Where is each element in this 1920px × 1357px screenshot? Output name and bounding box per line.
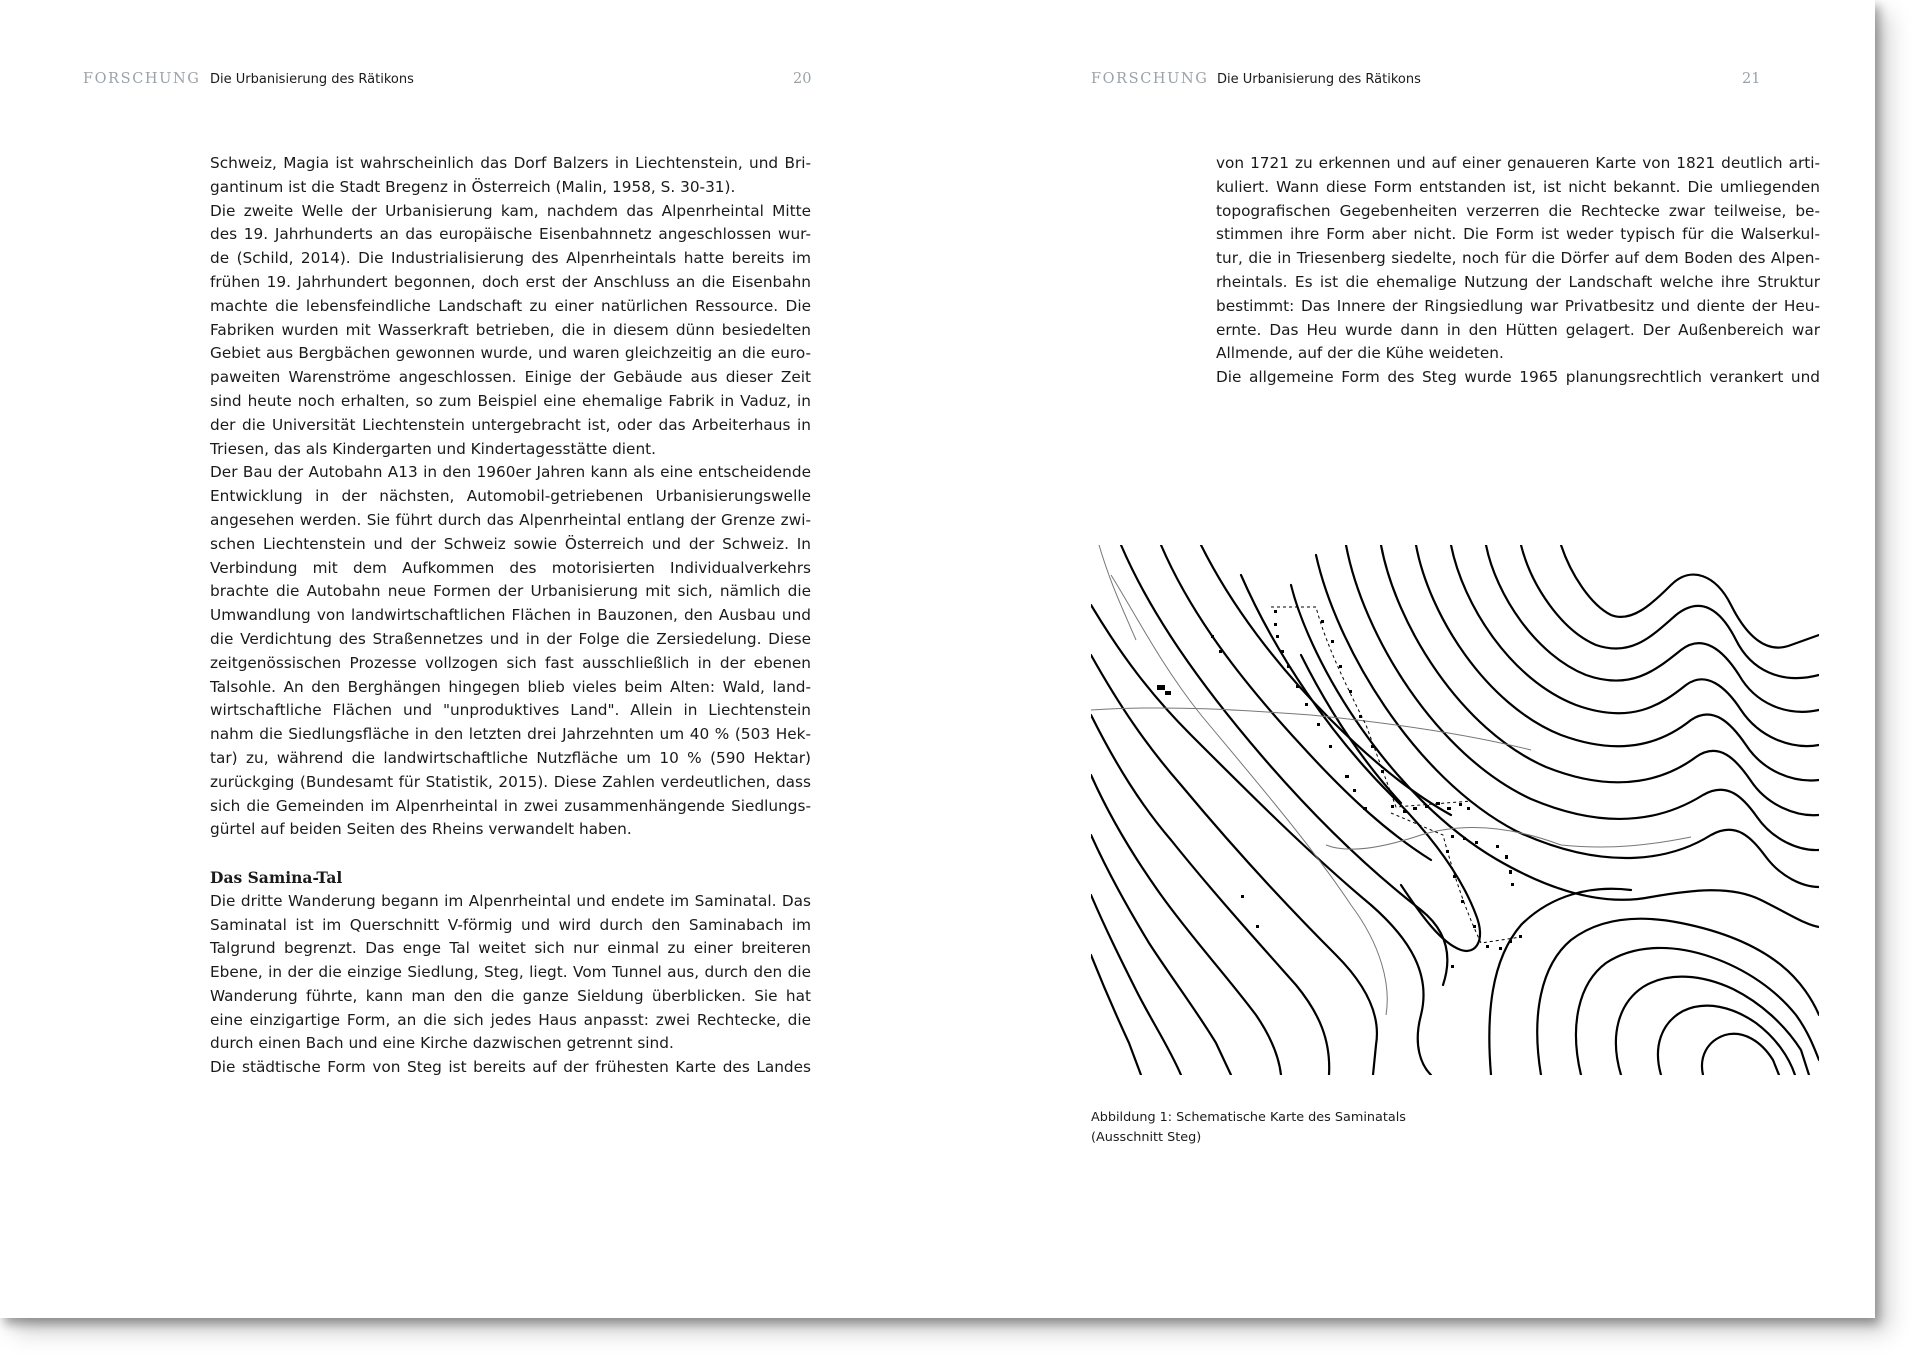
text-line: eine einzigartige Form, an die sich jedes Haus anpasst: zwei Rechtecke, die: [210, 1010, 811, 1029]
caption-line-2: (Ausschnitt Steg): [1091, 1130, 1202, 1145]
text-line: sich die Gemeinden im Alpenrheintal in zwei zusammenhängende Siedlungs-: [210, 796, 811, 815]
text-line: gantinum ist die Stadt Bregenz in Österreich (Malin, 1958, S. 30-31).: [210, 177, 736, 196]
building: [1505, 855, 1508, 859]
building: [1496, 845, 1499, 848]
left-page: [0, 0, 937, 1318]
building: [1509, 870, 1512, 874]
running-title: Die Urbanisierung des Rätikons: [210, 72, 414, 87]
building: [1281, 650, 1284, 653]
text-line: zeitgenössischen Prozesse vollzogen sich fast ausschließlich in der ebenen: [210, 653, 811, 672]
building: [1511, 883, 1514, 886]
building: [1509, 940, 1512, 943]
text-line: Talgrund begrenzt. Das enge Tal weitet sich nur einmal zu einer breiteren: [210, 939, 811, 958]
caption-line-1: Abbildung 1: Schematische Karte des Saminatals: [1091, 1110, 1406, 1125]
text-line: Saminatal ist im Querschnitt V-förmig und wird durch den Saminabach im: [210, 915, 811, 934]
text-line: Die dritte Wanderung begann im Alpenrheintal und endete im Saminatal. Das: [210, 891, 811, 910]
text-line: de (Schild, 2014). Die Industrialisierung des Alpenrheintals hatte bereits im: [210, 249, 811, 268]
building: [1274, 610, 1277, 613]
text-line: tar) zu, während die landwirtschaftliche Nutzfläche um 10 % (590 Hektar): [210, 748, 811, 767]
text-line: Ebene, in der die einzige Siedlung, Steg, liegt. Vom Tunnel aus, durch den die: [210, 963, 811, 982]
text-line: frühen 19. Jahrhundert begonnen, doch erst der Anschluss an die Eisenbahn: [210, 272, 811, 291]
running-header-right: [1091, 71, 1761, 91]
text-line: die Verdichtung des Straßennetzes und in der Folge die Zersiedelung. Diese: [210, 629, 811, 648]
building: [1467, 807, 1470, 810]
building: [1339, 665, 1342, 668]
building: [1165, 691, 1171, 695]
section-label: FORSCHUNG: [1091, 71, 1209, 87]
building: [1413, 807, 1417, 810]
text-line: bestimmt: Das Innere der Ringsiedlung war Privatbesitz und diente der Heu-: [1216, 296, 1820, 315]
building: [1403, 810, 1407, 813]
page-number: 21: [1742, 71, 1761, 87]
building: [1463, 837, 1466, 840]
building: [1329, 745, 1332, 748]
figure-caption: [1091, 1108, 1406, 1148]
building: [1451, 965, 1454, 968]
building: [1305, 703, 1308, 706]
text-line: kuliert. Wann diese Form entstanden ist, ist nicht bekannt. Die umliegenden: [1216, 177, 1820, 196]
building: [1241, 895, 1244, 898]
building: [1486, 945, 1489, 948]
text-line: Talsohle. An den Berghängen hingegen blieb vieles beim Alten: Wald, land-: [210, 677, 811, 696]
building: [1371, 745, 1374, 748]
text-line: Fabriken wurden mit Wasserkraft betrieben, die in diesem dünn besiedelten: [210, 320, 811, 339]
building: [1274, 623, 1277, 626]
building: [1353, 789, 1356, 792]
section-heading: Das Samina-Tal: [210, 867, 343, 887]
text-line: angesehen werden. Sie führt durch das Alpenrheintal entlang der Grenze zwi-: [210, 510, 811, 529]
building: [1447, 807, 1451, 810]
building: [1276, 635, 1279, 638]
text-line: rheintals. Es ist die ehemalige Nutzung der Landschaft welche ihre Struktur: [1216, 272, 1820, 291]
text-line: tur, die in Triesenberg siedelte, noch für die Dörfer auf dem Boden des Alpen-: [1216, 249, 1820, 268]
text-line: brachte die Autobahn neue Formen der Urbanisierung mit sich, nämlich die: [210, 582, 811, 601]
text-line: gürtel auf beiden Seiten des Rheins verwandelt haben.: [210, 820, 632, 839]
page-number: 20: [793, 71, 812, 87]
text-line: durch einen Bach und eine Kirche dazwischen getrennt sind.: [210, 1034, 674, 1053]
building: [1317, 723, 1320, 726]
building: [1256, 925, 1259, 928]
building: [1331, 640, 1334, 643]
text-line: sind heute noch erhalten, so zum Beispiel eine ehemalige Fabrik in Vaduz, in: [210, 391, 811, 410]
body-text-left: [210, 152, 811, 1080]
contour-map-figure: [1091, 545, 1819, 1075]
text-line: machte die lebensfeindliche Landschaft zu einer natürlichen Ressource. Die: [210, 296, 811, 315]
text-line: Der Bau der Autobahn A13 in den 1960er Jahren kann als eine entscheidende: [210, 463, 811, 482]
building: [1219, 650, 1222, 653]
building: [1451, 835, 1454, 838]
text-line: topografischen Gegebenheiten verzerren die Rechtecke zwar teilweise, be-: [1216, 201, 1820, 220]
building: [1363, 807, 1367, 810]
text-line: Die zweite Welle der Urbanisierung kam, nachdem das Alpenrheintal Mitte: [210, 201, 811, 220]
text-line: Entwicklung in der nächsten, Automobil-getriebenen Urbanisierungswelle: [210, 487, 811, 506]
text-line: der die Universität Liechtenstein untergebracht ist, oder das Arbeiterhaus in: [210, 415, 811, 434]
running-header-left: [83, 71, 813, 91]
body-text-right: [1216, 152, 1820, 390]
text-line: Umwandlung von landwirtschaftlichen Flächen in Bauzonen, den Ausbau und: [210, 606, 811, 625]
text-line: zurückging (Bundesamt für Statistik, 2015). Diese Zahlen verdeutlichen, dass: [210, 772, 811, 791]
text-line: Triesen, das als Kindergarten und Kindertagesstätte dient.: [210, 439, 657, 458]
text-line: von 1721 zu erkennen und auf einer genaueren Karte von 1821 deutlich arti-: [1216, 154, 1820, 172]
building: [1391, 805, 1394, 808]
running-title: Die Urbanisierung des Rätikons: [1217, 72, 1421, 87]
text-line: Gebiet aus Bergbächen gewonnen wurde, und waren gleichzeitig an die euro-: [210, 344, 811, 363]
text-line: paweiten Warenströme angeschlossen. Einige der Gebäude aus dieser Zeit: [210, 368, 811, 387]
text-line: Wanderung führte, kann man den die ganze Sieldung überblicken. Sie hat: [210, 986, 811, 1005]
text-line: Die städtische Form von Steg ist bereits auf der frühesten Karte des Landes: [210, 1058, 811, 1077]
building: [1157, 685, 1165, 690]
text-line: des 19. Jahrhunderts an das europäische Eisenbahnnetz angeschlossen wur-: [210, 225, 811, 244]
building: [1345, 775, 1349, 778]
right-page: [937, 0, 1874, 1318]
building: [1425, 805, 1429, 808]
text-line: Schweiz, Magia ist wahrscheinlich das Dorf Balzers in Liechtenstein, und Bri-: [210, 154, 811, 172]
building: [1349, 690, 1352, 693]
building: [1499, 947, 1502, 950]
text-line: schen Liechtenstein und der Schweiz sowie Österreich und der Schweiz. In: [210, 534, 811, 553]
section-label: FORSCHUNG: [83, 71, 201, 87]
building: [1211, 635, 1214, 638]
building: [1475, 841, 1478, 844]
text-line: ernte. Das Heu wurde dann in den Hütten gelagert. Der Außenbereich war: [1216, 320, 1820, 339]
text-line: stimmen ihre Form aber nicht. Die Form ist weder typisch für die Walserkul-: [1216, 225, 1820, 244]
text-line: wirtschaftliche Flächen und "unproduktives Land". Allein in Liechtenstein: [210, 701, 811, 720]
text-line: Verbindung mit dem Aufkommen des motorisierten Individualverkehrs: [210, 558, 811, 577]
building: [1321, 620, 1324, 623]
building: [1287, 665, 1290, 668]
building: [1459, 803, 1462, 806]
text-line: Allmende, auf der die Kühe weideten.: [1216, 344, 1504, 363]
text-line: nahm die Siedlungsfläche in den letzten drei Jahrzehnten um 40 % (503 Hek-: [210, 725, 811, 744]
paragraph-gap: [210, 842, 811, 866]
building: [1296, 685, 1299, 688]
text-line: Die allgemeine Form des Steg wurde 1965 planungsrechtlich verankert und: [1216, 368, 1820, 387]
